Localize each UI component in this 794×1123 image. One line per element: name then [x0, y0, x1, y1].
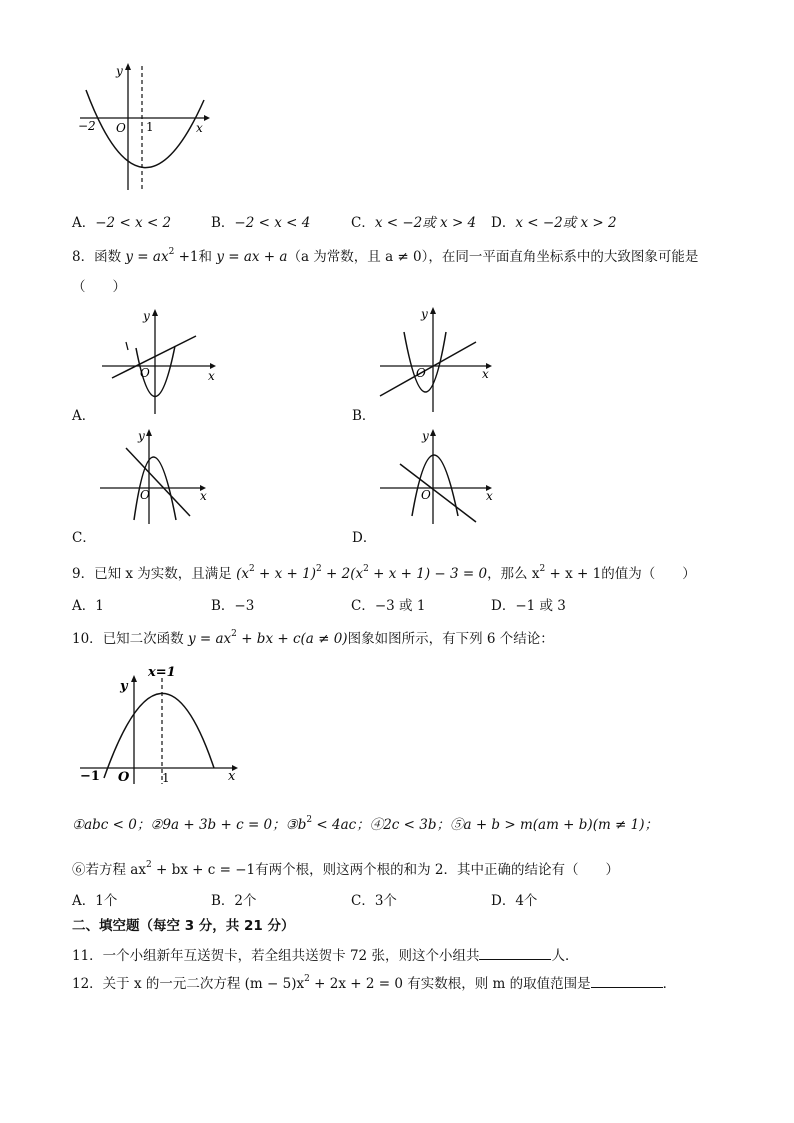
- q9-option-d-letter: D．: [491, 598, 516, 614]
- q10-option-d-text: 4个: [515, 893, 538, 909]
- q8-stem: [72, 245, 698, 265]
- q7-y-arrow: [125, 63, 131, 70]
- q7-option-d-text: x < −2或 x > 2: [515, 215, 617, 231]
- q10-conclusions-sup: 2: [306, 815, 313, 825]
- q9-eq-c-sup: 2: [363, 564, 369, 574]
- q7-option-c[interactable]: [351, 211, 476, 231]
- q8-option-d[interactable]: D．: [352, 530, 377, 546]
- q8d-y-arrow: [430, 429, 436, 436]
- q10-conclusions-1: ①abc < 0；②9a + 3b + c = 0；③b: [72, 817, 307, 833]
- q11-text: 11．一个小组新年互送贺卡，若全组共送贺卡 72 张，则这个小组共: [72, 948, 480, 964]
- q8-func1-sup: 2: [168, 247, 175, 257]
- q8d-parabola: [412, 455, 458, 516]
- q7-label-y: y: [116, 64, 123, 78]
- q9-option-a-text: 1: [95, 598, 104, 614]
- q10-option-b-letter: B．: [211, 893, 235, 909]
- q9-option-b[interactable]: [211, 594, 254, 614]
- q9-option-d[interactable]: [491, 594, 566, 614]
- q7-label-one: 1: [146, 120, 154, 134]
- q10-number: 10．: [72, 631, 103, 647]
- q8d-line: [400, 464, 476, 522]
- q8-number: 8．: [72, 249, 95, 265]
- q8a-mark: [126, 342, 128, 350]
- q9-eq-d: + x + 1) − 3 = 0: [368, 566, 488, 582]
- q11-blank[interactable]: [479, 947, 551, 960]
- q8b-label-x: x: [482, 367, 489, 381]
- q8-and: 和: [198, 249, 217, 265]
- q10-option-c-text: 3个: [374, 893, 397, 909]
- q10-option-c[interactable]: [351, 889, 397, 909]
- q8a-label-o: O: [140, 366, 150, 380]
- q8-option-b[interactable]: B．: [352, 408, 376, 424]
- q7-option-b-letter: B．: [211, 215, 235, 231]
- q7-option-a-letter: A．: [72, 215, 96, 231]
- q9-text-1: 已知 x 为实数，且满足: [94, 566, 237, 582]
- q7-option-c-text: x < −2或 x > 4: [374, 215, 477, 231]
- q7-label-o: O: [116, 121, 126, 135]
- q7-option-c-letter: C．: [351, 215, 375, 231]
- q9-option-c[interactable]: [351, 594, 425, 614]
- q10-func-tail: + bx + c(a ≠ 0): [236, 631, 348, 647]
- q9-eq-a: (x: [236, 566, 249, 582]
- q8-graph-b: [376, 302, 506, 414]
- q12-tail: ．: [662, 976, 677, 992]
- q7-option-d-letter: D．: [491, 215, 516, 231]
- q8-bracket: （ ）: [72, 279, 126, 295]
- q8d-label-o: O: [421, 488, 431, 502]
- q9-text-2-sup: 2: [539, 564, 546, 574]
- q7-label-x: x: [196, 121, 203, 135]
- q10-option-c-letter: C．: [351, 893, 375, 909]
- q9-text-2: ，那么 x: [487, 566, 540, 582]
- q9-option-b-text: −3: [234, 598, 255, 614]
- q8c-label-x: x: [200, 489, 207, 503]
- q8-stem-1: 函数: [94, 249, 126, 265]
- q7-option-a[interactable]: [72, 211, 171, 231]
- q10-conclusions-1b: < 4ac；④2c < 3b；⑤a + b > m(am + b)(m ≠ 1)；: [312, 817, 659, 833]
- q8-func1: y = ax: [125, 249, 169, 265]
- q8-graph-c: [96, 424, 226, 529]
- q12-text-1: 12．关于 x 的一元二次方程 (m − 5)x: [72, 976, 305, 992]
- q10-parabola: [104, 693, 214, 778]
- q10-option-d[interactable]: [491, 889, 537, 909]
- q10-label-axis: x=1: [148, 665, 176, 680]
- q10-graph: [76, 660, 246, 788]
- q10-label-neg1: −1: [80, 769, 100, 784]
- q8-graph-d: [376, 424, 506, 529]
- q10-option-b[interactable]: [211, 889, 257, 909]
- q10-conclusions-line1: [72, 813, 658, 833]
- q9-option-a-letter: A．: [72, 598, 96, 614]
- q8c-label-o: O: [140, 488, 150, 502]
- q8-graph-a: [98, 306, 228, 416]
- q10-conclusion-6b: + bx + c = −1有两个根，则这两个根的和为 2．其中正确的结论有（ ）: [151, 862, 619, 878]
- q8b-line: [380, 342, 476, 396]
- q11: [72, 944, 578, 964]
- q9-option-a[interactable]: [72, 594, 104, 614]
- q9-eq-c: + 2(x: [321, 566, 364, 582]
- q7-graph: [76, 60, 216, 195]
- q8d-label-x: x: [486, 489, 493, 503]
- q11-tail: 人．: [551, 948, 579, 964]
- q9-option-d-text: −1 或 3: [515, 598, 566, 614]
- q8c-y-arrow: [146, 429, 152, 436]
- q10-option-b-text: 2个: [234, 893, 257, 909]
- q10-option-a-letter: A．: [72, 893, 96, 909]
- q9-option-b-letter: B．: [211, 598, 235, 614]
- q8-func2: y = ax + a: [216, 249, 288, 265]
- q10-label-y: y: [120, 679, 128, 694]
- q9-stem: [72, 562, 696, 582]
- q12-sup: 2: [304, 974, 310, 984]
- q10-y-arrow: [131, 675, 137, 682]
- q8b-y-arrow: [430, 307, 436, 314]
- q10-conclusion-6-sup: 2: [145, 860, 152, 870]
- q7-option-b[interactable]: [211, 211, 310, 231]
- q8-option-a[interactable]: A．: [72, 408, 96, 424]
- q8-func1-tail: +1: [174, 249, 199, 265]
- q8-option-c[interactable]: C．: [72, 530, 96, 546]
- q9-eq-b: + x + 1): [254, 566, 316, 582]
- q9-number: 9．: [72, 566, 95, 582]
- q7-label-neg2: −2: [78, 119, 96, 133]
- q8d-label-y: y: [422, 429, 429, 443]
- q10-text-1: 已知二次函数: [102, 631, 188, 647]
- q10-option-d-letter: D．: [491, 893, 516, 909]
- q9-eq-a-sup: 2: [248, 564, 255, 574]
- q10-conclusion-6: [72, 858, 619, 878]
- q10-label-o: O: [118, 770, 130, 785]
- q10-func-sup: 2: [231, 629, 237, 639]
- q8a-line: [112, 336, 196, 378]
- q8c-label-y: y: [138, 429, 145, 443]
- q7-option-d[interactable]: [491, 211, 617, 231]
- q8-stem-2: （a 为常数，且 a ≠ 0），在同一平面直角坐标系中的大致图象可能是: [287, 249, 699, 265]
- q8b-label-o: O: [416, 366, 426, 380]
- q7-option-a-text: −2 < x < 2: [95, 215, 172, 231]
- q10-text-2: 图象如图所示，有下列 6 个结论：: [347, 631, 554, 647]
- q7-option-b-text: −2 < x < 4: [234, 215, 311, 231]
- q10-label-one: 1: [162, 771, 170, 785]
- section-2-title: 二、填空题（每空 3 分，共 21 分）: [72, 918, 295, 934]
- q10-conclusion-6a: ⑥若方程 ax: [72, 862, 146, 878]
- q12-blank[interactable]: [591, 975, 663, 988]
- q12: [72, 972, 676, 992]
- q7-x-arrow: [204, 115, 210, 121]
- q10-stem: [72, 627, 554, 647]
- q9-eq-b-sup: 2: [315, 564, 322, 574]
- q10-func: y = ax: [187, 631, 232, 647]
- q10-option-a[interactable]: [72, 889, 117, 909]
- q9-text-3: + x + 1的值为（ ）: [545, 566, 696, 582]
- q8a-y-arrow: [152, 309, 158, 316]
- q9-option-c-letter: C．: [351, 598, 375, 614]
- q8b-label-y: y: [421, 307, 428, 321]
- q12-text-2: + 2x + 2 = 0 有实数根，则 m 的取值范围是: [309, 976, 591, 992]
- q9-option-c-text: −3 或 1: [374, 598, 426, 614]
- q10-label-x: x: [228, 769, 236, 784]
- q10-option-a-text: 1个: [95, 893, 118, 909]
- q8a-label-x: x: [208, 369, 215, 383]
- q7-parabola: [86, 90, 204, 168]
- q8a-label-y: y: [143, 309, 150, 323]
